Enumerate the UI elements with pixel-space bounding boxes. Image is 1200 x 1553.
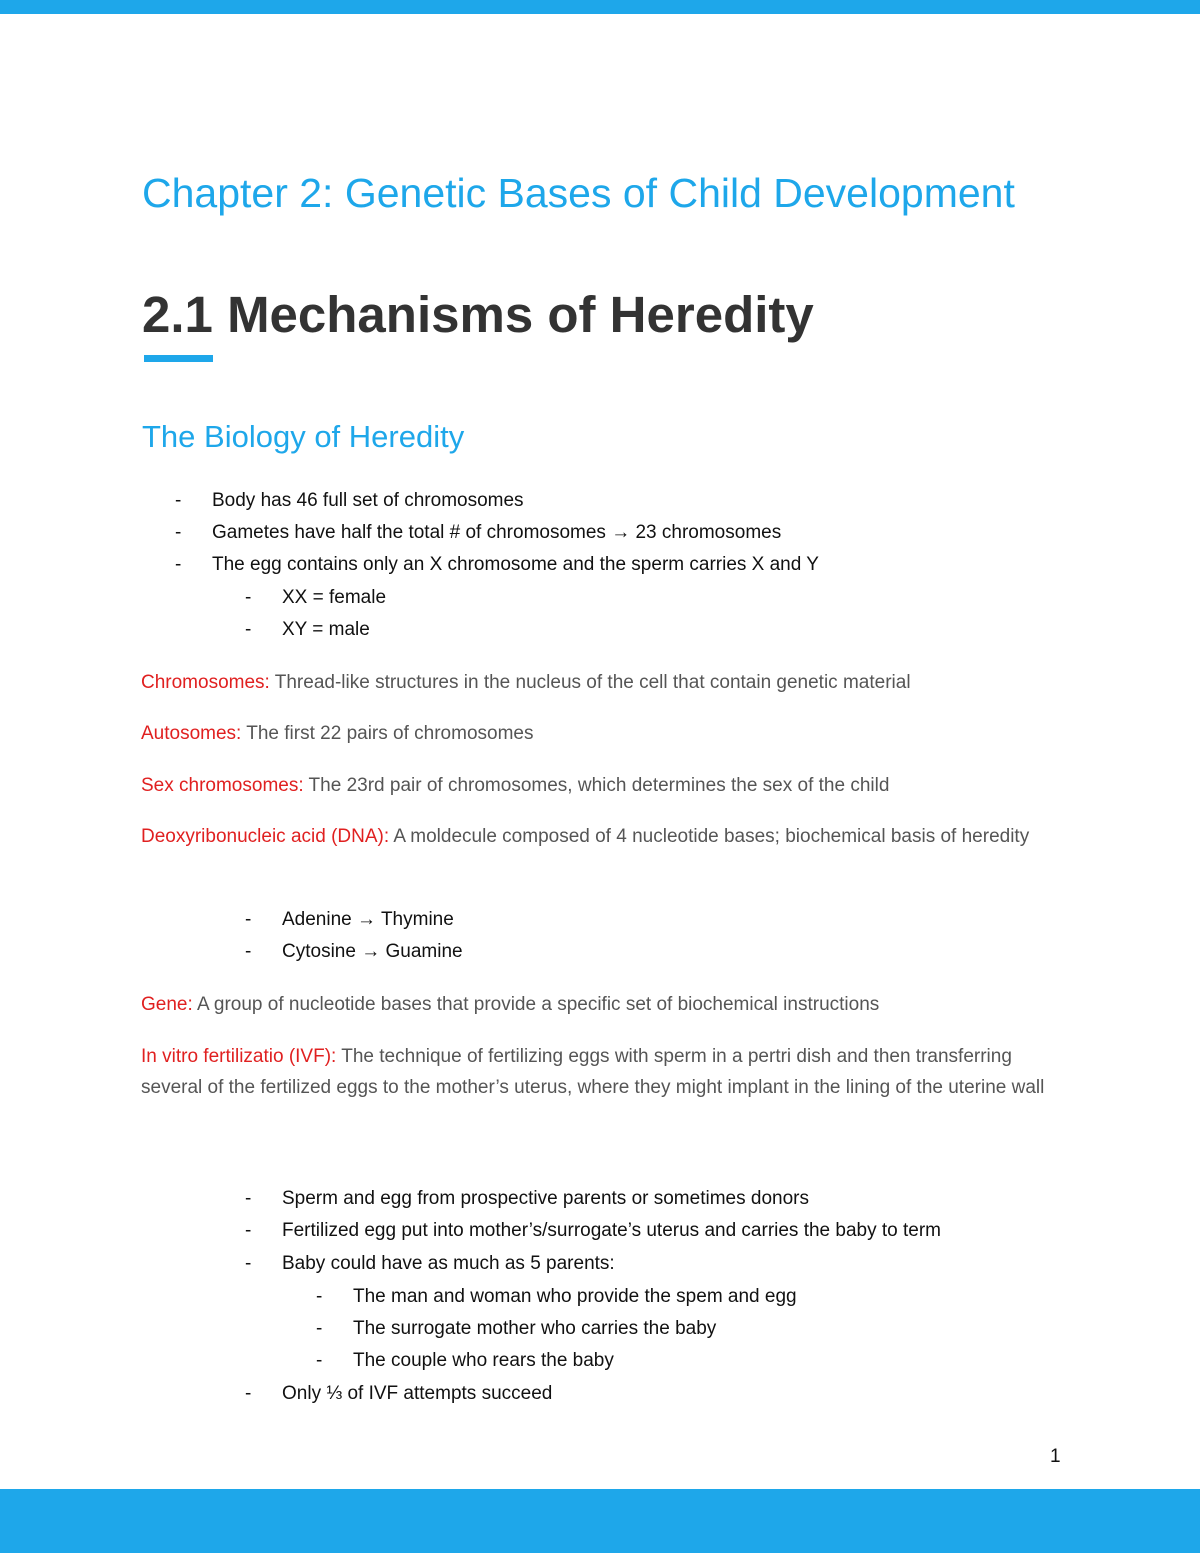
bullet-text: Baby could have as much as 5 parents:: [282, 1253, 615, 1274]
bullet-dash: -: [245, 587, 252, 608]
section-title: 2.1 Mechanisms of Heredity: [142, 286, 814, 343]
bullet-text: Gametes have half the total # of chromosomes → 23 chromosomes: [212, 522, 782, 543]
definition-text: Thread-like structures in the nucleus of the cell that contain genetic material: [269, 672, 911, 693]
bullet-text: Sperm and egg from prospective parents or sometimes donors: [282, 1188, 809, 1209]
bullet-text: XY = male: [282, 619, 370, 640]
bullet-text: Fertilized egg put into mother’s/surrogate’s uterus and carries the baby to term: [282, 1220, 942, 1241]
bullet-dash: -: [316, 1286, 323, 1307]
bullet-dash: -: [175, 554, 182, 575]
bullet-text: The man and woman who provide the spem and egg: [353, 1286, 797, 1307]
bullet-dash: -: [316, 1350, 323, 1371]
bullet-dash: -: [245, 619, 252, 640]
definition-term: In vitro fertilizatio (IVF):: [141, 1046, 337, 1067]
bullet-dash: -: [245, 1188, 252, 1209]
definition-term: Sex chromosomes:: [141, 775, 304, 796]
bullet-dash: -: [245, 1220, 252, 1241]
bullet-text: XX = female: [282, 587, 387, 608]
definition-text: A group of nucleotide bases that provide a specific set of biochemical instructions: [192, 994, 880, 1015]
definition-sex-chromosomes: [141, 770, 1071, 801]
subsection-title: The Biology of Heredity: [142, 419, 465, 454]
definition-gene: [141, 989, 1071, 1020]
definition-chromosomes: [141, 667, 1071, 698]
title-underline: [144, 355, 213, 362]
bullet-text: The egg contains only an X chromosome and the sperm carries X and Y: [212, 554, 819, 575]
chapter-title: Chapter 2: Genetic Bases of Child Development: [142, 170, 1015, 216]
bullet-text: Adenine → Thymine: [282, 909, 454, 930]
definition-text: A moldecule composed of 4 nucleotide bases; biochemical basis of heredity: [389, 826, 1030, 847]
bullet-dash: -: [245, 909, 252, 930]
bullet-dash: -: [245, 1253, 252, 1274]
definition-term: Autosomes:: [141, 723, 242, 744]
definition-dna: [141, 821, 1071, 852]
bullet-text: Only ⅓ of IVF attempts succeed: [282, 1383, 553, 1404]
top-accent-bar: [0, 0, 1200, 14]
bullet-text: The surrogate mother who carries the baby: [353, 1318, 717, 1339]
definition-term: Deoxyribonucleic acid (DNA):: [141, 826, 390, 847]
bullet-text: The couple who rears the baby: [353, 1350, 614, 1371]
definition-text: The first 22 pairs of chromosomes: [241, 723, 534, 744]
bullet-dash: -: [316, 1318, 323, 1339]
definition-text: The 23rd pair of chromosomes, which determines the sex of the child: [303, 775, 890, 796]
definition-term: Gene:: [141, 994, 193, 1015]
bottom-accent-bar: [0, 1489, 1200, 1553]
definition-ivf: [141, 1041, 1071, 1103]
page-number: 1: [1050, 1446, 1061, 1467]
bullet-dash: -: [175, 522, 182, 543]
bullet-text: Cytosine → Guamine: [282, 941, 463, 962]
bullet-dash: -: [175, 490, 182, 511]
bullet-dash: -: [245, 941, 252, 962]
bullet-dash: -: [245, 1383, 252, 1404]
bullet-text: Body has 46 full set of chromosomes: [212, 490, 524, 511]
definition-autosomes: [141, 718, 1071, 749]
definition-text: The technique of fertilizing eggs with sperm in a pertri dish and then transferring several of the fertilized eggs to the mother’s uterus, where they might implant in the lining of the uterine wall: [141, 1046, 1045, 1098]
definition-term: Chromosomes:: [141, 672, 270, 693]
